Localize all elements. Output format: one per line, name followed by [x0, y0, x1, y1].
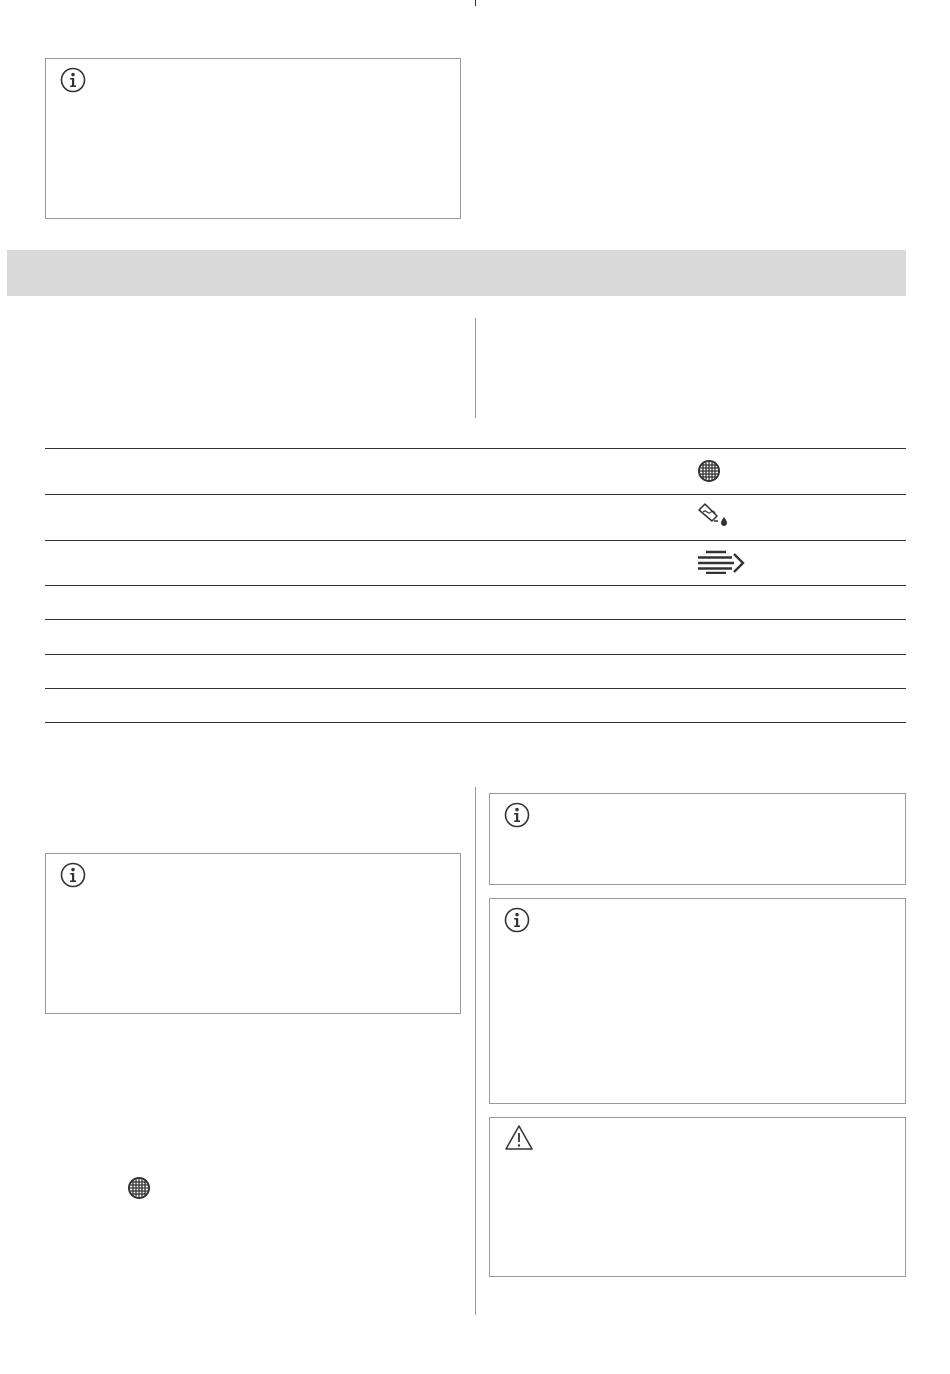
table-rule [45, 654, 906, 655]
table-rule [45, 540, 906, 541]
info-note-right-1 [489, 793, 906, 885]
table-rule [45, 619, 906, 620]
info-note-right-2 [489, 898, 906, 1104]
table-rule [45, 585, 906, 586]
info-note-left [45, 853, 461, 1014]
info-icon [504, 907, 530, 933]
info-note-top [45, 58, 461, 219]
warning-note [489, 1117, 906, 1277]
table-rule [45, 448, 906, 449]
pouring-liquid-drop-icon [695, 502, 729, 528]
column-divider-top [475, 318, 476, 418]
grid-sphere-icon [697, 459, 721, 483]
info-icon [60, 862, 86, 888]
table-rule [45, 688, 906, 689]
table-rule [45, 494, 906, 495]
grid-sphere-icon [127, 1176, 151, 1200]
warning-triangle-icon [504, 1124, 534, 1152]
section-header-band [7, 250, 906, 296]
info-icon [504, 802, 530, 828]
table-rule [45, 722, 906, 723]
info-icon [60, 67, 86, 93]
column-divider-bottom [475, 787, 476, 1315]
lines-arrow-icon [696, 550, 746, 574]
crop-mark [475, 0, 476, 6]
